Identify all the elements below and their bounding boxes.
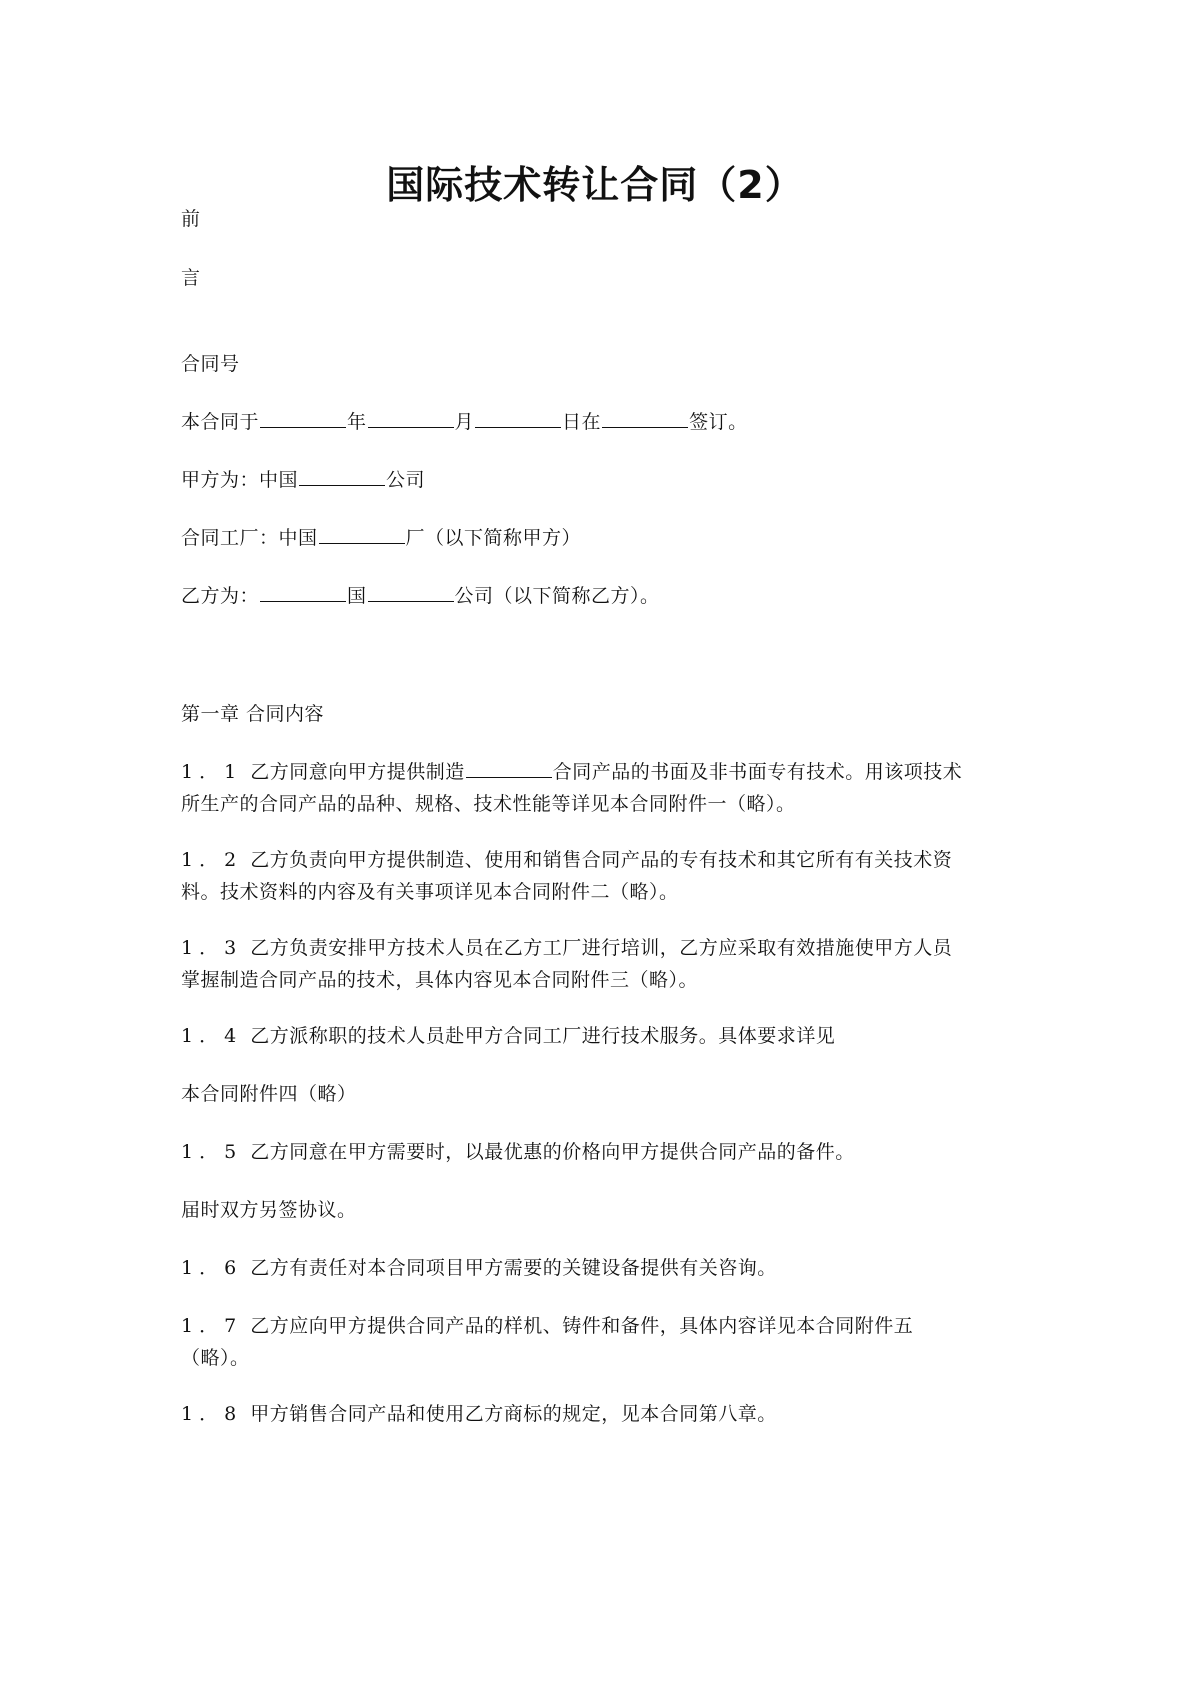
clause-1-2: 1．2 乙方负责向甲方提供制造、使用和销售合同产品的专有技术和其它所有有关技术资 料。技术资料的内容及有关事项详见本合同附件二（略）。 xyxy=(181,849,953,903)
clause-1-7: 1．7 乙方应向甲方提供合同产品的样机、铸件和备件，具体内容详见本合同附件五 （略）。 xyxy=(181,1315,914,1369)
document-title: 国际技术转让合同（2） xyxy=(386,163,804,207)
place-blank xyxy=(602,409,688,428)
signing-line: 本合同于 年 月 日在 签订。 xyxy=(181,411,748,433)
clause-1-3: 1．3 乙方负责安排甲方技术人员在乙方工厂进行培训，乙方应采取有效措施使甲方人员 掌握制造合同产品的技术，具体内容见本合同附件三（略）。 xyxy=(181,937,953,991)
country-blank xyxy=(260,583,346,602)
contract-number-label: 合同号 xyxy=(181,353,240,375)
preface-char-2: 言 xyxy=(181,267,201,289)
clause-1-4: 1．4 乙方派称职的技术人员赴甲方合同工厂进行技术服务。具体要求详见 xyxy=(181,1025,836,1047)
year-blank xyxy=(260,409,346,428)
clause-1-8: 1．8 甲方销售合同产品和使用乙方商标的规定，见本合同第八章。 xyxy=(181,1403,777,1425)
month-blank xyxy=(368,409,454,428)
clause-1-6: 1．6 乙方有责任对本合同项目甲方需要的关键设备提供有关咨询。 xyxy=(181,1257,777,1279)
clause-1-1: 1．1 乙方同意向甲方提供制造 合同产品的书面及非书面专有技术。用该项技术 所生产的合同产品的品种、规格、技术性能等详见本合同附件一（略）。 xyxy=(181,761,963,815)
party-a-line: 甲方为：中国 公司 xyxy=(181,469,426,491)
product-blank xyxy=(466,759,552,778)
clause-1-4-continued: 本合同附件四（略） xyxy=(181,1083,357,1105)
factory-blank xyxy=(319,525,405,544)
preface-char-1: 前 xyxy=(181,208,201,230)
company-b-blank xyxy=(368,583,454,602)
party-b-line: 乙方为： 国 公司（以下简称乙方）。 xyxy=(181,585,660,607)
day-blank xyxy=(475,409,561,428)
company-blank xyxy=(299,467,385,486)
clause-1-5: 1．5 乙方同意在甲方需要时，以最优惠的价格向甲方提供合同产品的备件。 xyxy=(181,1141,855,1163)
factory-line: 合同工厂：中国 厂（以下简称甲方） xyxy=(181,527,582,549)
chapter-1-heading: 第一章 合同内容 xyxy=(181,703,325,725)
clause-1-5-continued: 届时双方另签协议。 xyxy=(181,1199,357,1221)
